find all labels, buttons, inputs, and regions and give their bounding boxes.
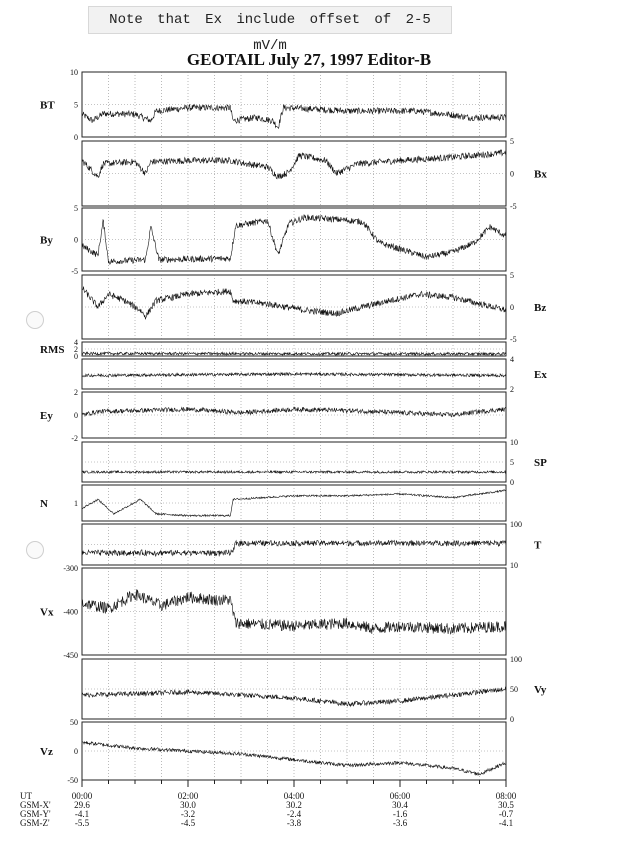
tick-label: 5 — [74, 100, 78, 110]
tick-label: -450 — [63, 651, 78, 660]
ut-value: 30.0 — [180, 800, 196, 810]
tick-label: -5 — [71, 267, 78, 276]
chart-title: GEOTAIL July 27, 1997 Editor-B — [186, 50, 432, 69]
tick-label: 0 — [510, 715, 514, 724]
ut-value: -4.1 — [74, 809, 90, 819]
tick-label: 0 — [74, 235, 78, 245]
tick-label: 4 — [510, 355, 514, 364]
panel-label: RMS — [40, 344, 65, 356]
panel-label: Ey — [40, 410, 53, 422]
tick-label: 0 — [74, 352, 78, 361]
panel-vz — [40, 718, 506, 785]
panel-vy — [82, 655, 547, 724]
panel-ey — [40, 388, 506, 443]
panel-n — [40, 485, 506, 521]
ut-row-label: UT — [20, 791, 32, 801]
ut-value: -0.7 — [498, 809, 514, 819]
tick-label: 0 — [74, 747, 78, 756]
panel-label: By — [40, 234, 53, 247]
ut-value: 00:00 — [71, 791, 93, 801]
tick-label: 2 — [74, 345, 78, 354]
panel-t — [82, 520, 542, 570]
tick-label: 0 — [74, 133, 78, 142]
panel-label: Bz — [534, 302, 547, 314]
panel-label: BT — [40, 99, 55, 112]
tick-label: 10 — [510, 561, 518, 570]
tick-label: 2 — [510, 385, 514, 394]
panel-sp — [82, 438, 547, 487]
ut-value: 30.2 — [286, 800, 302, 810]
ut-value: -3.6 — [392, 818, 408, 828]
ut-row-label: GSM-Y' — [20, 809, 51, 819]
offset-note: Note that Ex include offset of 2-5 mV/m — [88, 6, 452, 34]
panel-bt — [40, 68, 506, 142]
tick-label: 100 — [510, 655, 522, 664]
ut-value: -2.4 — [286, 809, 302, 819]
ut-value: 02:00 — [177, 791, 199, 801]
tick-label: -5 — [510, 202, 517, 211]
ut-value: 29.6 — [74, 800, 90, 810]
tick-label: 50 — [70, 718, 78, 727]
panel-vx — [40, 564, 506, 660]
ut-value: 30.5 — [498, 800, 514, 810]
ut-row-label: GSM-X' — [20, 800, 51, 810]
series-line-ey — [82, 407, 506, 417]
panel-label: Vz — [40, 746, 53, 758]
ut-value: 06:00 — [389, 791, 411, 801]
panel-ex — [82, 355, 547, 394]
ut-value: -5.5 — [74, 818, 90, 828]
ut-value: 04:00 — [283, 791, 305, 801]
series-line-bt — [82, 105, 506, 129]
panel-label: Bx — [534, 168, 547, 181]
ut-value: -1.6 — [392, 809, 408, 819]
tick-label: 5 — [510, 271, 514, 280]
ut-value: -4.1 — [498, 818, 514, 828]
panel-rms — [40, 338, 506, 361]
ut-axis — [20, 780, 517, 828]
series-line-ex — [82, 373, 506, 377]
panel-bz — [82, 271, 546, 344]
ut-value: -4.5 — [180, 818, 196, 828]
tick-label: 5 — [510, 137, 514, 146]
panel-label: Ex — [534, 369, 547, 381]
panel-label: N — [40, 498, 48, 510]
tick-label: 1 — [74, 499, 78, 508]
tick-label: 5 — [510, 458, 514, 467]
ut-value: -3.2 — [180, 809, 196, 819]
panel-by — [40, 204, 506, 276]
tick-label: 2 — [74, 388, 78, 397]
panel-label: Vx — [40, 606, 54, 619]
tick-label: 10 — [510, 438, 518, 447]
tick-label: 4 — [74, 338, 78, 347]
tick-label: 0 — [74, 411, 78, 420]
panel-label: Vy — [534, 684, 547, 696]
tick-label: 0 — [510, 169, 514, 179]
tick-label: -400 — [63, 607, 78, 617]
panel-label: T — [534, 539, 542, 552]
tick-label: 0 — [510, 303, 514, 312]
tick-label: 5 — [74, 204, 78, 213]
panel-bx — [82, 137, 547, 211]
tick-label: -300 — [63, 564, 78, 573]
tick-label: -2 — [71, 434, 78, 443]
ut-value: 30.4 — [392, 800, 408, 810]
tick-label: 100 — [510, 520, 522, 529]
panel-label: SP — [534, 457, 547, 469]
ut-value: -3.8 — [286, 818, 302, 828]
tick-label: 50 — [510, 685, 518, 694]
tick-label: -5 — [510, 335, 517, 344]
ut-row-label: GSM-Z' — [20, 818, 50, 828]
tick-label: 10 — [70, 68, 78, 77]
tick-label: 0 — [510, 478, 514, 487]
tick-label: -50 — [67, 776, 78, 785]
ut-value: 08:00 — [495, 791, 517, 801]
